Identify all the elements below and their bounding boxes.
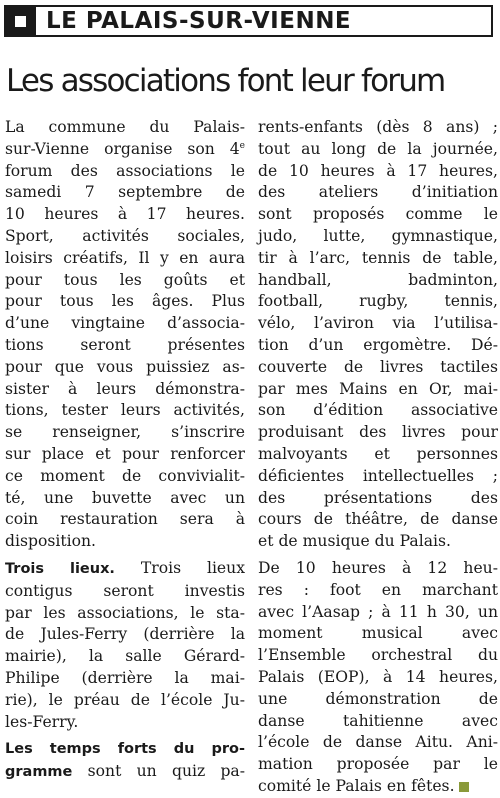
article-column-left (5, 117, 245, 784)
article-headline: Les associations font leur forum (6, 63, 445, 99)
paragraph-programme: rents-enfants (dès 8 ans) ; tout au long de la journée, de 10 heures à 17 heures, des ateliers d’initiation sont proposés comme le judo, lutte, gymnastique, tir à l’arc, tennis de table, handball, badminton, football, rugby, tennis, vélo, l’aviron via l’utilisa- tion d’un ergomètre. Dé- couverte de livres tactiles par mes Mains en Or, mai- son d’édition associative produisant des livres pour malvoyants et personnes déficientes intellectuelles ; des présentations des cours de théâtre, de danse (258, 118, 498, 529)
lead-temps-forts: Les temps forts du pro- (5, 741, 245, 758)
paragraph-horaires: De 10 heures à 12 heu- res : foot en marchant avec l’Aasap ; à 11 h 30, un moment musical avec l’Ensemble orchestral du Palais (EOP), à 14 heures, une démonstration de danse tahitienne avec l’école de danse Aitu. Ani- mation proposée par le (258, 558, 498, 774)
article-column-right (258, 117, 498, 798)
paragraph-programme-end: et de musique du Palais. (258, 532, 451, 551)
ordinal-superscript: e (239, 140, 245, 151)
kicker-label: LE PALAIS-SUR-VIENNE (46, 8, 352, 34)
paragraph-trois-lieux-end: les-Ferry. (5, 712, 79, 731)
end-of-article-square-icon (459, 782, 469, 792)
kicker-square-icon (4, 5, 36, 37)
paragraph-horaires-end: comité le Palais en fêtes. (258, 776, 498, 798)
paragraph-trois-lieux: Trois lieux. Trois lieux contigus seront investis par les associations, le sta- de Jules-Ferry (derrière la mairie), la salle Gérard- Philipe (derrière la mai- rie), le préau de l’école Ju- (5, 558, 245, 709)
lead-temps-forts-cont: gramme (5, 764, 73, 781)
paragraph-temps-forts: Les temps forts du pro- gramme sont un quiz pa- (5, 741, 245, 781)
section-kicker (4, 5, 493, 37)
paragraph-intro: La commune du Palais- sur-Vienne organise son 4e forum des associations le samedi 7 septembre de 10 heures à 17 heures. Sport, activités sociales, loisirs créatifs, Il y en aura pour tous les goûts et pour tous les âges. Plus d’une vingtaine d’associa- tions seront présentes pour que vous puissiez as- sister à leurs démonstra- tions, tester leurs activités, se renseigner, s’inscrire sur place et pour renforcer ce moment de convivialit- té, une buvette avec un coin restauration sera à (5, 118, 245, 529)
paragraph-intro-end: disposition. (5, 532, 96, 551)
lead-trois-lieux: Trois lieux. (5, 560, 115, 577)
